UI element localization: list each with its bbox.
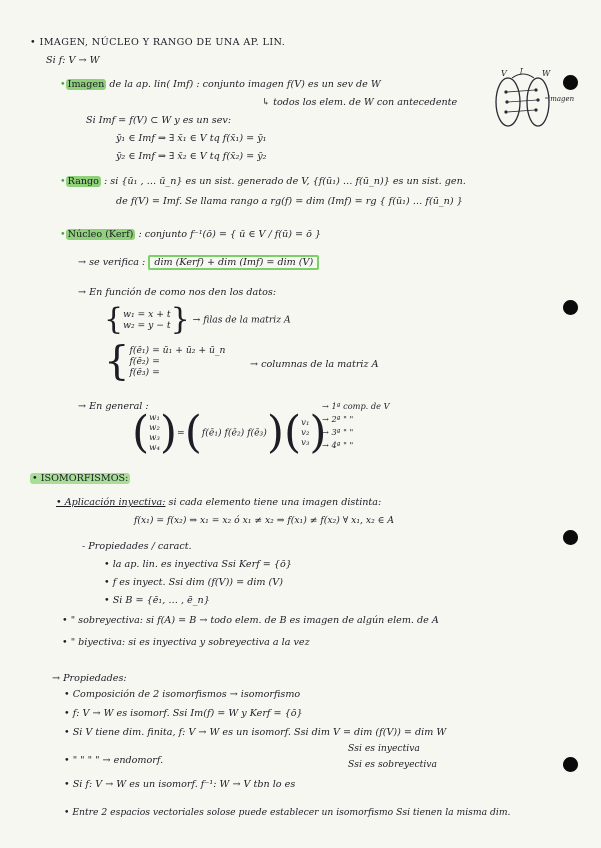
text-line: → columnas de la matriz A: [250, 359, 379, 370]
highlight-nucleo: Núcleo (Kerf): [67, 229, 134, 240]
text-line: ȳ₂ ∈ Imf ⇒ ∃ x̄₂ ∈ V tq f(x̄₂) = ȳ₂: [116, 151, 267, 162]
fe1: f(ē₁) = ū₁ + ū₂ + ū_n: [129, 345, 226, 356]
text-line: { f(ē₁) = ū₁ + ū₂ + ū_n f(ē₂) = f(ē₃) =: [104, 338, 226, 385]
text-line: Si f: V → W: [46, 55, 100, 66]
text-line: • f es inyect. Ssi dim (f(V)) = dim (V): [104, 577, 283, 588]
text-line: • la ap. lin. es inyectiva Ssi Kerf = {ō}: [104, 559, 292, 570]
rango-text: : si {ū₁ , … ū_n} es un sist. generado de V, {f(ū₁) … f(ū_n)} es un sist. gen.: [104, 176, 466, 187]
text-line: • Si f: V → W es un isomorf. f⁻¹: W → V tbn lo es: [64, 779, 296, 790]
nucleo-text: : conjunto f⁻¹(ō) = { ū ∈ V / f(ū) = ō }: [138, 229, 322, 240]
fe2: f(ē₂) =: [129, 356, 160, 367]
inyectiva-label: • Aplicación inyectiva:: [56, 497, 166, 508]
text-line: de f(V) = Imf. Se llama rango a rg(f) = dim (Imf) = rg { f(ū₁) … f(ū_n) }: [116, 196, 463, 207]
text-line: Ssi es inyectiva: [348, 743, 420, 754]
inyectiva-def: si cada elemento tiene una imagen distinta:: [168, 497, 382, 508]
diagram-label-v: V: [501, 69, 507, 78]
text-line: → En general :: [78, 401, 149, 412]
highlight-imagen: Imagen: [67, 79, 105, 90]
text-line: • " sobreyectiva: si f(A) = B → todo elem. de B es imagen de algún elem. de A: [62, 615, 439, 626]
text-line: • Entre 2 espacios vectoriales solose puede establecer un isomorfismo Ssi tienen la misma dim.: [64, 807, 511, 818]
mapping-diagram: [488, 68, 578, 134]
diagram-label-f: f: [520, 68, 523, 75]
text-line: • " " " " → endomorf.: [64, 755, 164, 766]
text-line: • Si B = {ē₁, … , ē_n}: [104, 595, 210, 606]
matrix-equation: ( w₁ w₂ w₃ w₄ )=(f(ē₁) f(ē₂) f(ē₃))( v₁ v₂ v₃ ): [132, 407, 327, 458]
text-line: [78, 256, 319, 270]
filas-text: → filas de la matriz A: [192, 314, 291, 326]
text-line: • Núcleo (Kerf) : conjunto f⁻¹(ō) = { ū ∈ V / f(ū) = ō }: [60, 229, 322, 240]
highlight-rango: Rango: [67, 176, 99, 187]
diagram-label-imagen: imagen: [548, 95, 575, 103]
text-line: { w₁ = x + t w₂ = y − t } → filas de la matriz A: [104, 302, 291, 337]
text-line: f(x₁) = f(x₂) ⇒ x₁ = x₂ ó x₁ ≠ x₂ ⇒ f(x₁) ≠ f(x₂) ∀ x₁, x₂ ∈ A: [134, 515, 395, 526]
text-line: ↳ todos los elem. de W con antecedente: [262, 97, 458, 108]
text-line: ȳ₁ ∈ Imf ⇒ ∃ x̄₁ ∈ V tq f(x̄₁) = ȳ₁: [116, 133, 267, 144]
text-line: • Si V tiene dim. finita, f: V → W es un isomorf. Ssi dim V = dim (f(V)) = dim W: [64, 727, 447, 738]
section-title: • IMAGEN, NÚCLEO Y RANGO DE UNA AP. LIN.: [30, 37, 286, 48]
imagen-definition: de la ap. lin( Imf) : conjunto imagen f(V) es un sev de W: [109, 79, 381, 90]
text-line: • f: V → W es isomorf. Ssi Im(f) = W y Kerf = {ō}: [64, 708, 303, 719]
f-matrix: f(ē₁) f(ē₂) f(ē₃): [201, 427, 267, 439]
text-line: - Propiedades / caract.: [82, 541, 192, 552]
section-title: • ISOMORFISMOS:: [32, 473, 129, 484]
text-line: [56, 496, 381, 510]
component-list: → 1ª comp. de V → 2ª " " → 3ª " " → 4ª " ": [322, 401, 390, 450]
verifica-formula-box: dim (Kerf) + dim (Imf) = dim (V): [148, 255, 319, 270]
binder-hole: [563, 757, 578, 772]
text-line: → Propiedades:: [52, 673, 127, 684]
fe3: f(ē₃) =: [129, 367, 160, 378]
text-line: Ssi es sobreyectiva: [348, 759, 437, 770]
binder-hole: [563, 530, 578, 545]
text-line: • Imagen de la ap. lin( Imf) : conjunto imagen f(V) es un sev de W: [60, 79, 381, 90]
text-line: → En función de como nos den los datos:: [78, 287, 277, 298]
w2: w₂ = y − t: [123, 320, 171, 331]
w1: w₁ = x + t: [123, 309, 171, 320]
text-line: • Rango : si {ū₁ , … ū_n} es un sist. generado de V, {f(ū₁) … f(ū_n)} es un sist. gen.: [60, 176, 466, 187]
diagram-label-w: W: [542, 69, 551, 78]
binder-hole: [563, 300, 578, 315]
text-line: • Composición de 2 isomorfismos → isomorfismo: [64, 689, 301, 700]
text-line: • " biyectiva: si es inyectiva y sobreyectiva a la vez: [62, 637, 310, 648]
text-line: Si Imf = f(V) ⊂ W y es un sev:: [86, 115, 232, 126]
verifica-prefix: → se verifica :: [78, 257, 146, 268]
